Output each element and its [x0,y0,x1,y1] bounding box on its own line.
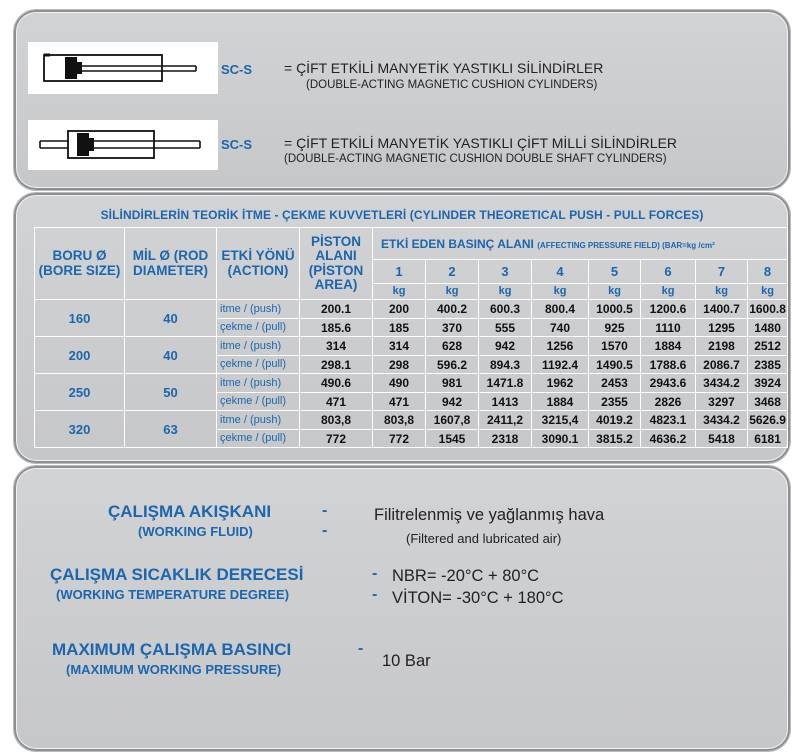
cylinder-types-panel [14,10,790,190]
temperature-label: ÇALIŞMA SICAKLIK DERECESİ [50,565,304,584]
force-cell: 803,8 [373,411,426,430]
unit-label: kg [532,284,589,300]
specs-panel [14,466,790,751]
force-cell: 5626.9 [748,411,788,430]
force-cell: 1295 [696,319,748,337]
push-action-label: itme / (push) [217,374,300,393]
force-cell: 981 [426,374,479,393]
force-cell: 1480 [748,319,788,337]
force-cell: 3468 [748,393,788,411]
force-cell: 1600.8 [748,300,788,319]
piston-area-cell: 803,8 [300,411,373,430]
max-pressure-value: 10 Bar [382,652,431,670]
pressure-value: 5 [589,260,641,284]
force-cell: 3215,4 [532,411,589,430]
pressure-value: 1 [373,260,426,284]
table-row [35,300,788,319]
temperature-viton: VİTON= -30°C + 180°C [392,589,564,607]
force-cell: 1110 [641,319,696,337]
pull-action-label: çekme / (pull) [217,319,300,337]
force-cell: 4636.2 [641,430,696,448]
piston-area-cell: 298.1 [300,356,373,374]
force-cell: 185 [373,319,426,337]
force-cell: 4019.2 [589,411,641,430]
pressure-value: 6 [641,260,696,284]
force-cell: 1570 [589,337,641,356]
force-cell: 370 [426,319,479,337]
type-description-tr: = ÇİFT ETKİLİ MANYETİK YASTIKLI SİLİNDİRLER [284,60,604,76]
force-cell: 1471.8 [479,374,532,393]
table-row [35,411,788,430]
dash: - [322,502,328,519]
col-header-rod: MİL Ø (ROD DIAMETER) [125,228,217,300]
force-cell: 800.4 [532,300,589,319]
temperature-label-en: (WORKING TEMPERATURE DEGREE) [56,587,290,602]
force-cell: 2453 [589,374,641,393]
force-cell: 2318 [479,430,532,448]
force-cell: 1192.4 [532,356,589,374]
force-cell: 1413 [479,393,532,411]
force-cell: 2826 [641,393,696,411]
model-code: SC-S [221,137,253,152]
force-cell: 925 [589,319,641,337]
rod-diameter-cell: 40 [125,337,217,374]
piston-area-cell: 185.6 [300,319,373,337]
pressure-value: 8 [748,260,788,284]
force-cell: 6181 [748,430,788,448]
force-cell: 740 [532,319,589,337]
pressure-value: 2 [426,260,479,284]
force-cell: 3090.1 [532,430,589,448]
force-cell: 2198 [696,337,748,356]
max-pressure-label: MAXIMUM ÇALIŞMA BASINCI [52,640,292,659]
push-action-label: itme / (push) [217,300,300,319]
unit-label: kg [426,284,479,300]
force-cell: 3434.2 [696,374,748,393]
pull-action-label: çekme / (pull) [217,393,300,411]
force-cell: 2512 [748,337,788,356]
unit-label: kg [748,284,788,300]
unit-label: kg [373,284,426,300]
push-action-label: itme / (push) [217,411,300,430]
pressure-value: 7 [696,260,748,284]
force-cell: 1545 [426,430,479,448]
fluid-value: Filitrelenmiş ve yağlanmış hava [374,506,605,524]
col-header-bore: BORU Ø (BORE SIZE) [35,228,125,300]
force-cell: 400.2 [426,300,479,319]
force-cell: 1884 [641,337,696,356]
unit-label: kg [696,284,748,300]
force-cell: 894.3 [479,356,532,374]
forces-table [34,227,788,448]
fluid-value-en: (Filtered and lubricated air) [406,531,562,546]
forces-table-body [35,300,788,448]
force-cell: 4823.1 [641,411,696,430]
type-description-en: (DOUBLE-ACTING MAGNETIC CUSHION CYLINDERS) [306,79,598,91]
force-cell: 490 [373,374,426,393]
bore-size-cell: 200 [35,337,125,374]
force-cell: 628 [426,337,479,356]
force-cell: 3434.2 [696,411,748,430]
pressure-value: 3 [479,260,532,284]
force-cell: 298 [373,356,426,374]
force-cell: 200 [373,300,426,319]
unit-label: kg [641,284,696,300]
force-cell: 1962 [532,374,589,393]
col-header-area: PİSTON ALANI (PİSTON AREA) [300,228,373,300]
force-cell: 1490.5 [589,356,641,374]
bore-size-cell: 160 [35,300,125,337]
unit-label: kg [479,284,532,300]
force-cell: 555 [479,319,532,337]
piston-area-cell: 490.6 [300,374,373,393]
force-cell: 942 [426,393,479,411]
max-pressure-label-en: (MAXIMUM WORKING PRESSURE) [66,662,282,677]
force-cell: 1200.6 [641,300,696,319]
force-cell: 600.3 [479,300,532,319]
push-action-label: itme / (push) [217,337,300,356]
double-rod-cylinder-icon [28,120,218,170]
force-cell: 3815.2 [589,430,641,448]
force-cell: 1884 [532,393,589,411]
dash: - [372,586,378,603]
type-description-tr: = ÇİFT ETKİLİ MANYETİK YASTIKLI ÇİFT MİLLİ SİLİNDİRLER [284,135,678,151]
fluid-label: ÇALIŞMA AKIŞKANI [108,502,272,521]
rod-diameter-cell: 63 [125,411,217,448]
table-row [35,337,788,356]
force-cell: 1607,8 [426,411,479,430]
force-cell: 5418 [696,430,748,448]
dash: - [322,522,328,539]
pull-action-label: çekme / (pull) [217,430,300,448]
piston-area-cell: 200.1 [300,300,373,319]
dash: - [372,565,378,582]
rod-diameter-cell: 40 [125,300,217,337]
force-cell: 1400.7 [696,300,748,319]
type-description-en: (DOUBLE-ACTING MAGNETIC CUSHION DOUBLE SHAFT CYLINDERS) [284,153,667,165]
pressure-value: 4 [532,260,589,284]
model-code: SC-S [221,62,253,77]
forces-table-panel [14,193,790,463]
force-cell: 596.2 [426,356,479,374]
table-title: SİLİNDİRLERİN TEORİK İTME - ÇEKME KUVVETLERİ (CYLINDER THEORETICAL PUSH - PULL FORCES) [100,208,704,222]
force-cell: 2385 [748,356,788,374]
fluid-label-en: (WORKING FLUID) [138,524,253,539]
bore-size-cell: 250 [35,374,125,411]
force-cell: 942 [479,337,532,356]
force-cell: 2086.7 [696,356,748,374]
col-header-action: ETKİ YÖNÜ (ACTION) [217,228,300,300]
col-header-pressure: ETKİ EDEN BASINÇ ALANI (AFFECTING PRESSURE FIELD) (BAR=kg /cm² [373,228,788,260]
bore-size-cell: 320 [35,411,125,448]
dash: - [358,640,364,657]
force-cell: 1000.5 [589,300,641,319]
force-cell: 2355 [589,393,641,411]
table-row [35,374,788,393]
unit-label: kg [589,284,641,300]
piston-area-cell: 471 [300,393,373,411]
force-cell: 314 [373,337,426,356]
force-cell: 471 [373,393,426,411]
force-cell: 3924 [748,374,788,393]
pull-action-label: çekme / (pull) [217,356,300,374]
rod-diameter-cell: 50 [125,374,217,411]
temperature-nbr: NBR= -20°C + 80°C [392,567,540,585]
piston-area-cell: 772 [300,430,373,448]
force-cell: 2943.6 [641,374,696,393]
force-cell: 772 [373,430,426,448]
force-cell: 3297 [696,393,748,411]
force-cell: 1788.6 [641,356,696,374]
force-cell: 1256 [532,337,589,356]
force-cell: 2411,2 [479,411,532,430]
single-rod-cylinder-icon [28,42,218,94]
piston-area-cell: 314 [300,337,373,356]
